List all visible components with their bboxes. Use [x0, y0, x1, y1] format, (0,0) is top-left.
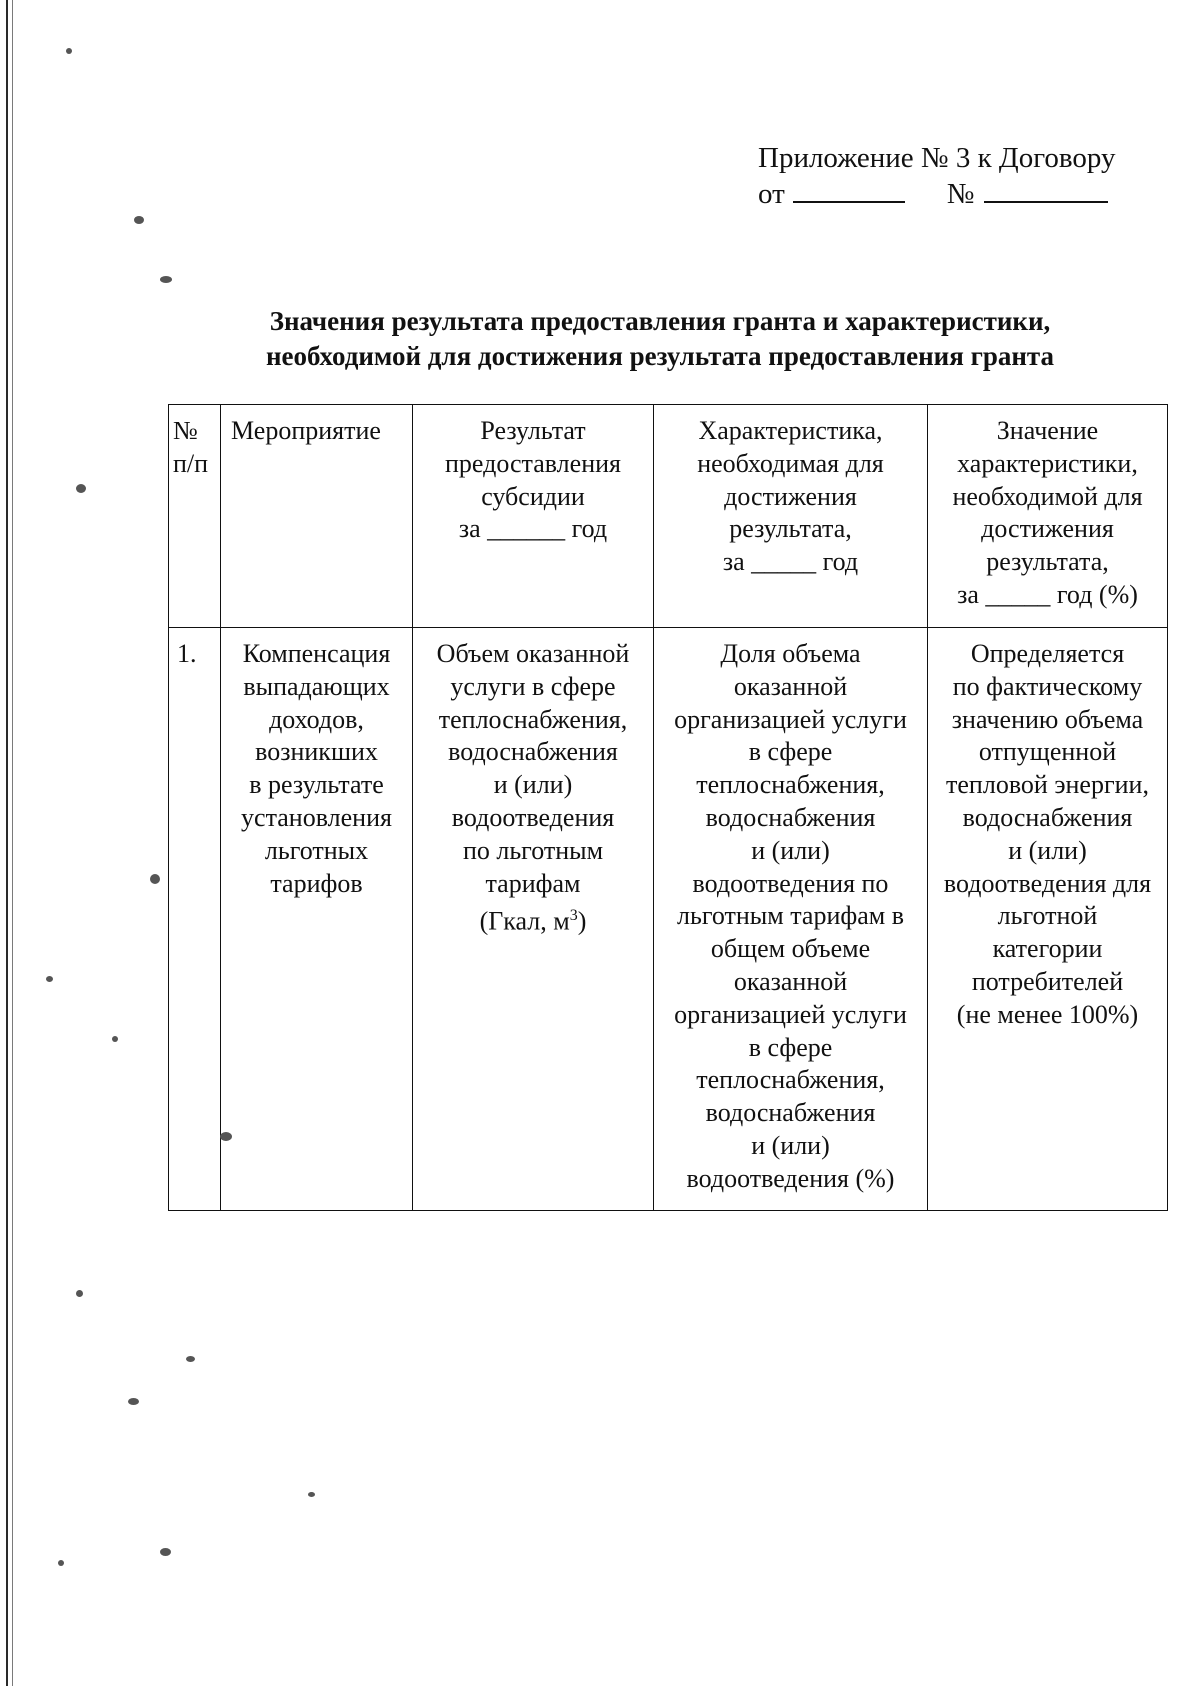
cell-text-line: категории: [992, 934, 1103, 964]
cell-text-line: льготным тарифам в: [677, 901, 904, 931]
cell-text-line: в сфере: [748, 737, 833, 767]
cell-text-line: в результате: [249, 770, 384, 800]
cell-text-line: необходимая для: [697, 448, 884, 478]
document-title-line-1: Значения результата предоставления гранта и характеристики,: [269, 306, 1051, 336]
header-result: [413, 405, 654, 628]
scan-speck: [128, 1398, 139, 1405]
cell-text-line: водоотведения (%): [686, 1163, 895, 1193]
cell-text-line: Мероприятие: [231, 416, 381, 445]
cell-text-line: за _____ год (%): [957, 579, 1138, 609]
cell-text-line: установления: [241, 802, 392, 832]
cell-text-line: льготной: [997, 901, 1098, 931]
cell-text-line: достижения: [724, 481, 857, 511]
cell-text-line: и (или): [493, 770, 573, 800]
table-header-row: [169, 405, 1168, 628]
cell-text-line: теплоснабжения,: [438, 704, 628, 734]
header-number: [169, 405, 221, 628]
cell-text-line: услуги в сфере: [450, 671, 616, 701]
cell-text-line: характеристики,: [957, 448, 1138, 478]
appendix-title: Приложение № 3 к Договору: [758, 142, 1116, 174]
cell-text-line: результата,: [986, 547, 1109, 577]
cell-text-line: тарифов: [270, 868, 363, 898]
cell-text-line: предоставления: [445, 448, 621, 478]
appendix-number-label: №: [946, 178, 975, 210]
cell-text-line: результата,: [729, 514, 852, 544]
cell-text-line: водоснабжения: [962, 802, 1133, 832]
cell-text-line: и (или): [751, 835, 830, 865]
appendix-date-number-line: [758, 176, 1115, 212]
results-table: [168, 404, 1168, 1211]
appendix-from-label: от: [758, 178, 785, 210]
cell-text-line: за ______ год: [458, 514, 608, 544]
header-event: [221, 405, 413, 628]
cell-text-line: (Гкал, $м^3$): [479, 907, 587, 937]
cell-text-line: п/п: [173, 448, 209, 478]
cell-text-line: потребителей: [971, 966, 1124, 996]
cell-characteristic-value: [928, 628, 1168, 1211]
cell-text-line: и (или): [751, 1130, 830, 1160]
cell-text-line: №: [173, 416, 198, 445]
cell-text-line: Объем оказанной: [436, 639, 630, 668]
appendix-date-blank: [793, 179, 905, 203]
cell-number: 1.: [169, 628, 221, 1211]
cell-text-line: за _____ год: [722, 547, 859, 577]
cell-text-line: возникших: [255, 737, 378, 767]
cell-text-line: необходимой для: [952, 481, 1143, 511]
cell-text-line: (не менее 100%): [956, 999, 1139, 1029]
cell-text-line: водоотведения по: [692, 868, 889, 898]
cell-text-line: отпущенной: [978, 737, 1117, 767]
cell-text-line: Значение: [996, 416, 1099, 445]
cell-text-line: достижения: [981, 514, 1114, 544]
cell-text-line: организацией услуги: [674, 704, 907, 734]
cell-characteristic: [654, 628, 928, 1211]
cell-text-line: по фактическому: [952, 671, 1143, 701]
cell-text-line: Компенсация: [242, 639, 391, 668]
cell-text-line: оказанной: [733, 966, 848, 996]
scan-page-edge: [6, 0, 8, 1686]
scan-speck: [76, 1290, 83, 1297]
cell-text-line: теплоснабжения,: [696, 770, 885, 800]
cell-text-line: водоотведения для: [943, 868, 1152, 898]
cell-text-line: субсидии: [481, 481, 585, 511]
document-title: [150, 304, 1170, 374]
cell-text-line: значению объема: [951, 704, 1144, 734]
cell-text-line: водоснабжения: [448, 737, 618, 767]
cell-text-line: в сфере: [748, 1032, 833, 1062]
appendix-header: [758, 140, 1115, 212]
scan-speck: [46, 976, 53, 982]
cell-text-line: доходов,: [269, 704, 364, 734]
cell-text-line: организацией услуги: [674, 999, 907, 1029]
cell-text-line: Определяется: [970, 639, 1125, 668]
cell-text-line: водоотведения: [451, 802, 615, 832]
cell-text-line: водоснабжения: [705, 802, 876, 832]
scan-speck: [160, 1548, 171, 1556]
scan-speck: [150, 874, 160, 884]
cell-text-line: водоснабжения: [705, 1098, 876, 1128]
scan-speck: [112, 1036, 118, 1042]
scan-speck: [160, 276, 172, 283]
scan-speck: [76, 484, 86, 493]
cell-text-line: и (или): [1008, 835, 1087, 865]
header-characteristic: [654, 405, 928, 628]
appendix-number-blank: [984, 179, 1108, 203]
scan-speck: [134, 216, 144, 224]
cell-text-line: по льготным: [462, 835, 604, 865]
cell-result: [413, 628, 654, 1211]
scan-speck: [66, 48, 72, 54]
scan-speck: [58, 1560, 64, 1566]
cell-text-line: тепловой энергии,: [946, 770, 1149, 800]
cell-text-line: выпадающих: [243, 671, 390, 701]
scan-speck: [220, 1132, 232, 1141]
cell-text-line: Характеристика,: [698, 416, 883, 445]
cell-text-line: общем объеме: [710, 934, 871, 964]
scan-speck: [186, 1356, 195, 1362]
header-characteristic-value: [928, 405, 1168, 628]
cell-text-line: оказанной: [733, 671, 848, 701]
cell-text-line: теплоснабжения,: [696, 1065, 885, 1095]
scan-speck: [308, 1492, 315, 1497]
document-title-line-2: необходимой для достижения результата предоставления гранта: [266, 341, 1054, 371]
cell-text-line: льготных: [264, 835, 369, 865]
cell-event: [221, 628, 413, 1211]
table-row: [169, 628, 1168, 1211]
cell-text-line: Доля объема: [720, 639, 861, 668]
scan-page-edge-inner: [12, 0, 13, 1686]
cell-text-line: тарифам: [485, 868, 581, 898]
cell-text-line: Результат: [480, 416, 586, 445]
